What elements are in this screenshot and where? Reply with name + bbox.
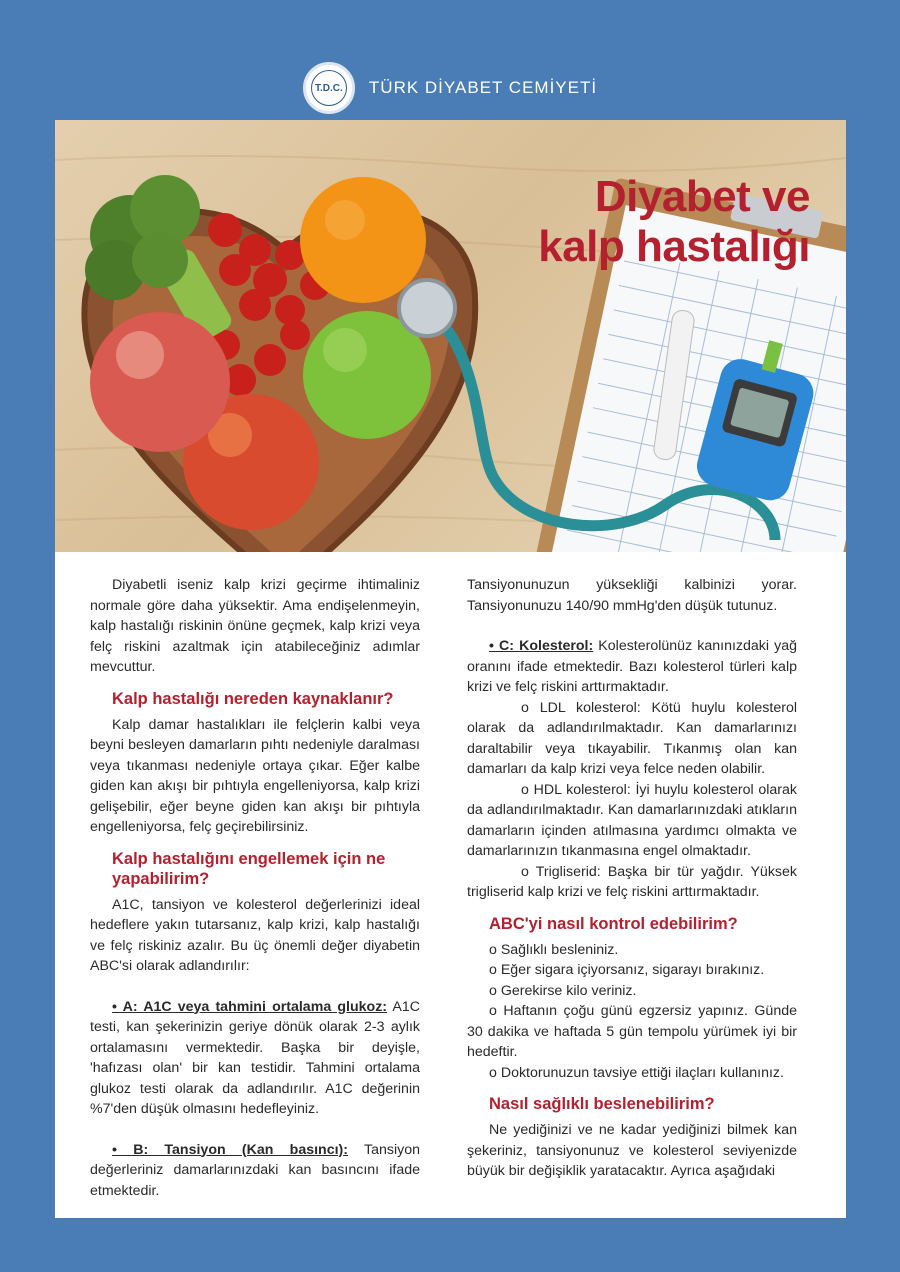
item-a1c: • A: A1C veya tahmini ortalama glukoz: A1C testi, kan şekerinizin geriye dönük olarak 2-3 aylık ortalamasını vermektedir. Başka bir deyişle, 'hafızası olan' bir kan testidir. Tahmini ortalama glukoz testi olarak da adlandırılır. A1C değerinin %7'den düşük olmasını hedefleyiniz. bbox=[90, 998, 420, 1117]
paragraph-source: Kalp damar hastalıkları ile felçlerin kalbi veya beyni besleyen damarların pıhtı nedeniyle daralması veya tıkanması nedeniyle ortaya çıkar. Eğer kalbe giden kan akışı bir pıhtıyla engelleniyorsa, kalp krizi gelişebilir, eğer beyne giden kan akışı bir pıhtıyla engelleniyorsa, felç geçirebilirsiniz. bbox=[90, 716, 420, 835]
header bbox=[0, 62, 900, 114]
logo-text: T.D.C. bbox=[315, 82, 343, 94]
left-column bbox=[90, 575, 420, 1201]
hero-image bbox=[55, 120, 846, 552]
right-column bbox=[467, 575, 797, 1182]
heading-healthy-eating: Nasıl sağlıklı beslenebilirim? bbox=[489, 1095, 715, 1113]
article-body bbox=[55, 575, 846, 1215]
heading-source: Kalp hastalığı nereden kaynaklanır? bbox=[112, 689, 394, 708]
list-item: o Doktorunuzun tavsiye ettiği ilaçları kullanınız. bbox=[489, 1064, 784, 1081]
list-item: o Gerekirse kilo veriniz. bbox=[489, 982, 637, 999]
tdc-logo bbox=[303, 62, 355, 114]
item-tansiyon: • B: Tansiyon (Kan basıncı): Tansiyon değerleriniz damarlarınızdaki kan basıncını ifade etmektedir. bbox=[90, 1141, 420, 1199]
list-item: o Haftanın çoğu günü egzersiz yapınız. Günde 30 dakika ve haftada 5 gün tempolu yürümek iyi bir hedeftir. bbox=[467, 1003, 797, 1060]
pomegranate bbox=[90, 312, 230, 452]
page bbox=[55, 120, 846, 1218]
heading-abc-control: ABC'yi nasıl kontrol edebilirim? bbox=[489, 914, 738, 933]
item-kolesterol: • C: Kolesterol: Kolesterolünüz kanınızdaki yağ oranını ifade etmektedir. Bazı kolesterol türleri kalp krizi ve felç riskini arttırmaktadır. bbox=[467, 638, 797, 695]
org-name: TÜRK DİYABET CEMİYETİ bbox=[368, 78, 598, 97]
tansiyon-continued: Tansiyonunuzun yüksekliği kalbinizi yorar. Tansiyonunuzu 140/90 mmHg'den düşük tutunuz. bbox=[467, 577, 797, 614]
orange bbox=[300, 177, 426, 303]
paragraph-healthy-eating: Ne yediğinizi ve ne kadar yediğinizi bilmek kan şekeriniz, tansiyonunuz ve kolesterol seviyenizde büyük bir değişiklik yaratacaktır. Ayrıca aşağıdaki bbox=[467, 1122, 797, 1179]
list-item: o Eğer sigara içiyorsanız, sigarayı bırakınız. bbox=[489, 962, 765, 978]
hero-title: Diyabet ve kalp hastalığı bbox=[538, 172, 810, 271]
paragraph-prevent: A1C, tansiyon ve kolesterol değerlerinizi ideal hedeflere yakın tutarsanız, kalp krizi, kalp hastalığı ve felç riskiniz azalır. Bu üç önemli değer diyabetin ABC'si olarak adlandırılır: bbox=[90, 896, 420, 974]
heading-prevent: Kalp hastalığını engellemek için ne yapabilirim? bbox=[112, 849, 386, 888]
intro-paragraph: Diyabetli iseniz kalp krizi geçirme ihtimaliniz normale göre daha yüksektir. Ama endişelenmeyin, kalp hastalığı riskinin önüne geçmek, kalp krizi veya felç riskini azaltmak için atabileceğiniz adımlar mevcuttur. bbox=[90, 577, 420, 675]
ldl-item: o LDL kolesterol: Kötü huylu kolesterol olarak da adlandırılmaktadır. Kan damarlarınızı daraltabilir veya tıkayabilir. Tıkanmış olan kan damarları da kalp krizi veya felce neden olabilir. bbox=[467, 699, 797, 777]
trigliserid-item: o Trigliserid: Başka bir tür yağdır. Yüksek trigliserid kalp krizi ve felç riskini arttırmaktadır. bbox=[467, 863, 797, 900]
hdl-item: o HDL kolesterol: İyi huylu kolesterol olarak da adlandırılmaktadır. Kan damarlarınızdaki atıkların damarların içinden atılmasına yardımcı olmakta ve damarlarınızın tıkanmasına engel olmaktadır. bbox=[467, 781, 797, 859]
list-item: o Sağlıklı besleniniz. bbox=[489, 941, 619, 958]
